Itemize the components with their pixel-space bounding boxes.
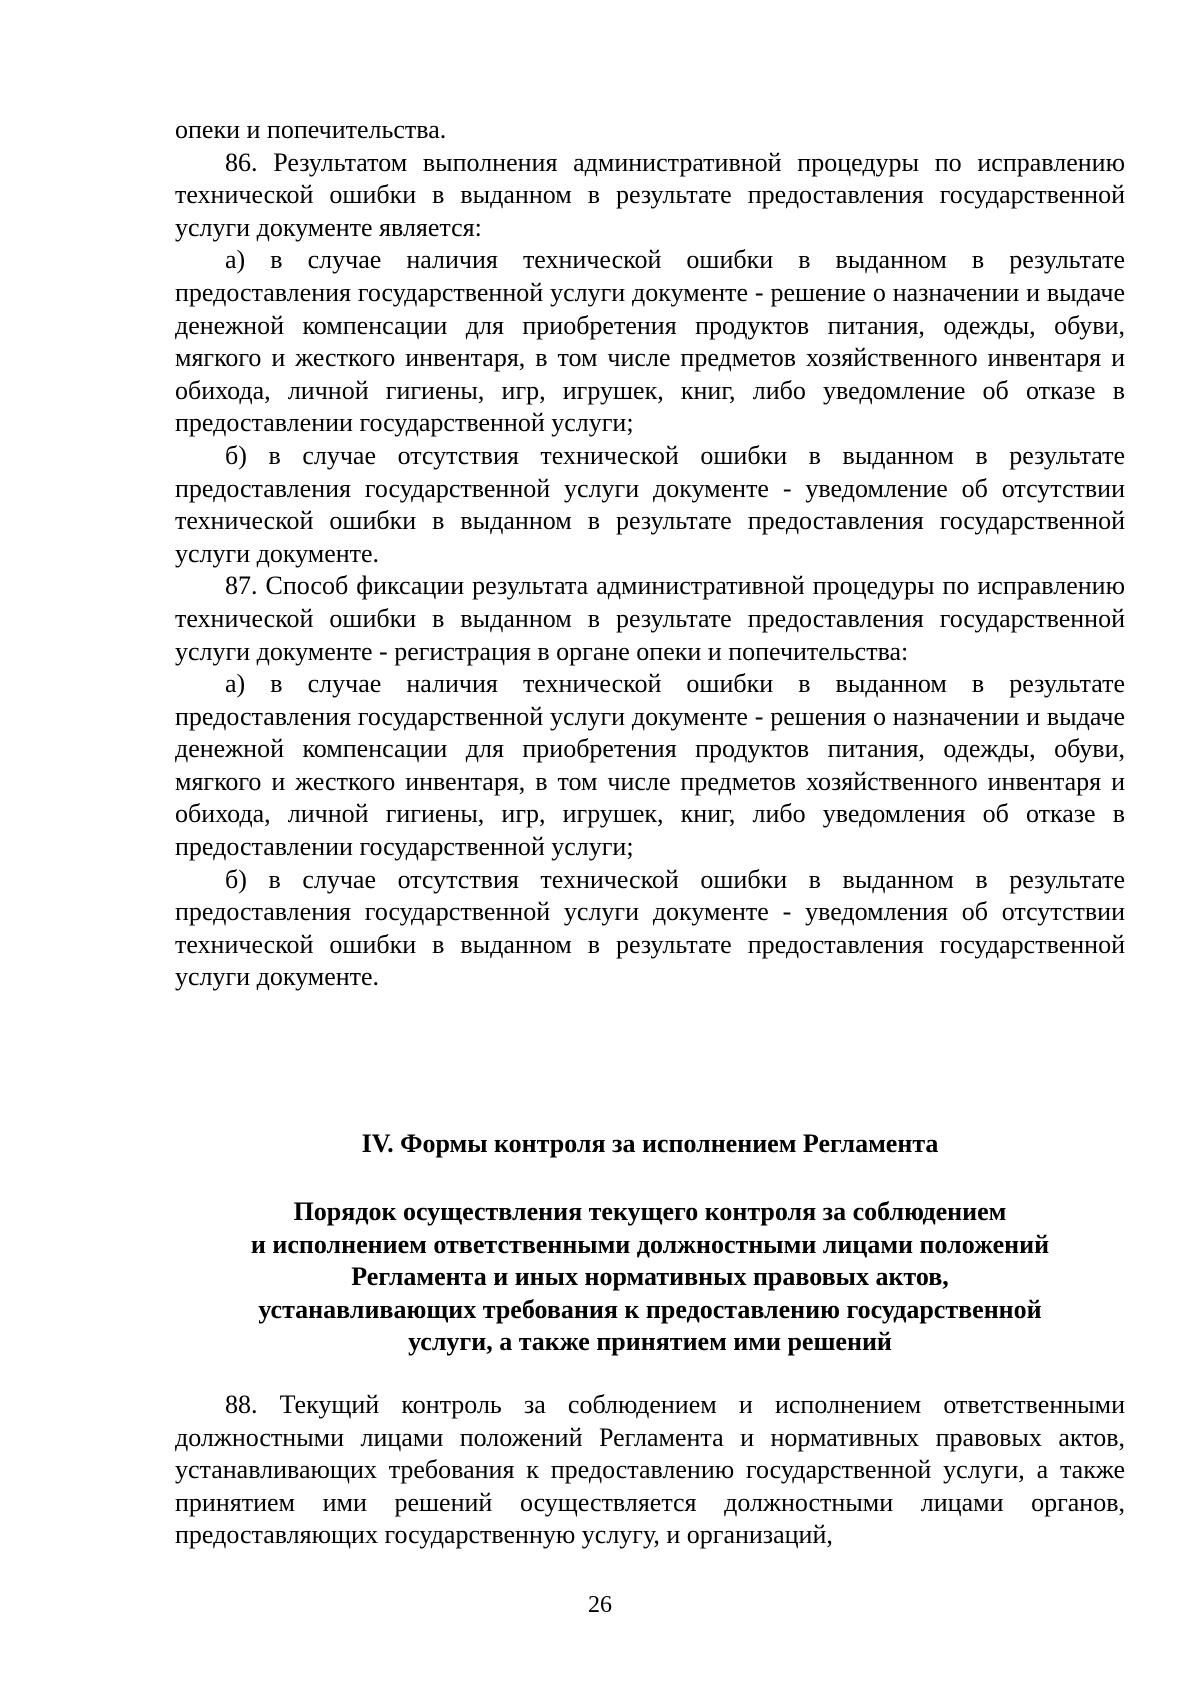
body-text-block-2: [175, 1389, 1125, 1552]
paragraph-86-a: а) в случае наличия технической ошибки в выданном в результате предоставления государственной услуги документе - решение о назначении и выдаче денежной компенсации для приобретения продуктов питания, одежды, обуви, мягкого и жесткого инвентаря, в том числе предметов хозяйственного инвентаря и обихода, личной гигиены, игр, игрушек, книг, либо уведомление об отказе в предоставлении государственной услуги;: [175, 245, 1125, 438]
paragraph-continuation: опеки и попечительства.: [175, 115, 447, 144]
subsection-title-line: Порядок осуществления текущего контроля за соблюдением: [293, 1197, 1007, 1226]
subsection-title-line: услуги, а также принятием ими решений: [408, 1327, 892, 1357]
subsection-title-line: устанавливающих требования к предоставлению государственной: [258, 1294, 1042, 1324]
subsection-title: [175, 1196, 1125, 1359]
paragraph-88: 88. Текущий контроль за соблюдением и исполнением ответственными должностными лицами положений Регламента и нормативных правовых актов, устанавливающих требования к предоставлению государственной услуги, а также принятием ими решений осуществляется должностными лицами органов, предоставляющих государственную услугу, и организаций,: [175, 1390, 1125, 1550]
body-text-block: [175, 114, 1125, 994]
paragraph-86: 86. Результатом выполнения административной процедуры по исправлению технической ошибки в выданном в результате предоставления государственной услуги документе является:: [175, 147, 1125, 242]
subsection-title-line: и исполнением ответственными должностными лицами положений: [250, 1229, 1050, 1259]
paragraph-87-a: а) в случае наличия технической ошибки в выданном в результате предоставления государственной услуги документе - решения о назначении и выдаче денежной компенсации для приобретения продуктов питания, одежды, обуви, мягкого и жесткого инвентаря, в том числе предметов хозяйственного инвентаря и обихода, личной гигиены, игр, игрушек, книг, либо уведомления об отказе в предоставлении государственной услуги;: [175, 669, 1125, 862]
paragraph-87: 87. Способ фиксации результата административной процедуры по исправлению технической ошибки в выданном в результате предоставления государственной услуги документе - регистрация в органе опеки и попечительства:: [175, 571, 1125, 666]
paragraph-86-b: б) в случае отсутствия технической ошибки в выданном в результате предоставления государственной услуги документе - уведомление об отсутствии технической ошибки в выданном в результате предоставления государственной услуги документе.: [175, 440, 1125, 568]
page-number: 26: [588, 1592, 612, 1618]
paragraph-87-b: б) в случае отсутствия технической ошибки в выданном в результате предоставления государственной услуги документе - уведомления об отсутствии технической ошибки в выданном в результате предоставления государственной услуги документе.: [175, 864, 1125, 992]
section-title: IV. Формы контроля за исполнением Регламента: [361, 1129, 939, 1158]
subsection-title-line: Регламента и иных нормативных правовых актов,: [351, 1262, 949, 1292]
